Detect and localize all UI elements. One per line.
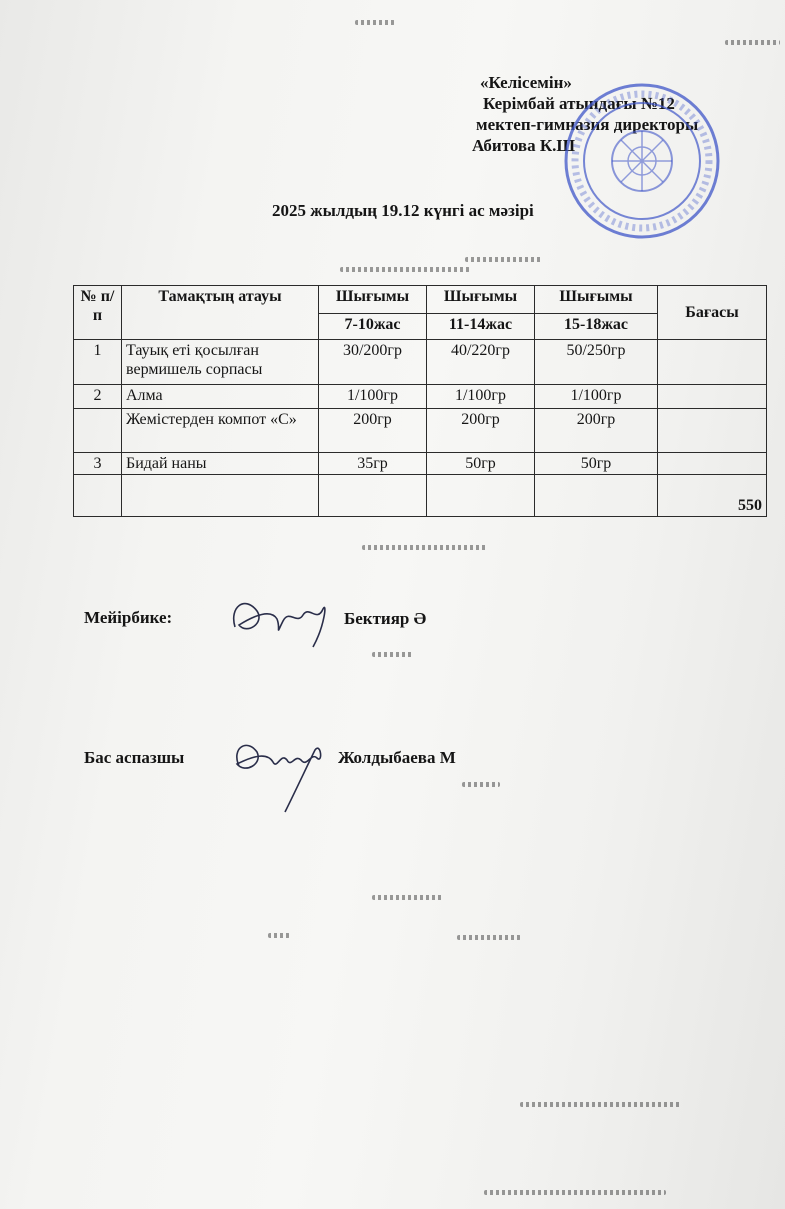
row-dish: Тауық еті қосылған вермишель сорпасы	[122, 340, 319, 385]
table-row	[74, 385, 767, 409]
header-age-2: 11-14жас	[427, 314, 535, 340]
row-num: 2	[74, 385, 122, 409]
row-portion-2: 200гр	[427, 409, 535, 453]
row-num	[74, 475, 122, 517]
row-price	[658, 453, 767, 475]
print-artifact	[725, 40, 780, 45]
nurse-signature	[225, 585, 340, 655]
approval-line-3: мектеп-гимназия директоры	[476, 115, 699, 134]
row-portion-1: 1/100гр	[319, 385, 427, 409]
head-cook-name: Жолдыбаева М	[338, 748, 456, 767]
table-row	[74, 453, 767, 475]
menu-title: 2025 жылдың 19.12 күнгі ас мәзірі	[272, 201, 534, 220]
nurse-name: Бектияр Ә	[344, 609, 427, 628]
print-artifact	[520, 1102, 682, 1107]
print-artifact	[484, 1190, 666, 1195]
row-price	[658, 340, 767, 385]
header-name: Тамақтың атауы	[122, 286, 319, 340]
header-price: Бағасы	[658, 286, 767, 340]
table-row	[74, 340, 767, 385]
row-num: 1	[74, 340, 122, 385]
print-artifact	[268, 933, 290, 938]
menu-table	[73, 285, 767, 517]
header-age-1: 7-10жас	[319, 314, 427, 340]
header-portion-3: Шығымы	[535, 286, 658, 314]
row-num	[74, 409, 122, 453]
total-price: 550	[658, 475, 767, 517]
approval-line-2: Керімбай атындағы №12	[483, 94, 675, 113]
row-num: 3	[74, 453, 122, 475]
head-cook-label: Бас аспазшы	[84, 748, 185, 767]
print-artifact	[465, 257, 543, 262]
row-portion-1	[319, 475, 427, 517]
row-dish	[122, 475, 319, 517]
head-cook-signature	[225, 722, 340, 817]
row-portion-1: 35гр	[319, 453, 427, 475]
print-artifact	[457, 935, 521, 940]
header-num: № п/п	[74, 286, 122, 340]
row-portion-2	[427, 475, 535, 517]
row-portion-3: 1/100гр	[535, 385, 658, 409]
approval-line-4: Абитова К.Ш	[472, 136, 576, 155]
row-portion-3: 50гр	[535, 453, 658, 475]
official-stamp	[563, 82, 721, 240]
print-artifact	[362, 545, 487, 550]
print-artifact	[372, 895, 444, 900]
row-portion-3: 50/250гр	[535, 340, 658, 385]
table-row	[74, 409, 767, 453]
print-artifact	[340, 267, 470, 272]
header-portion-1: Шығымы	[319, 286, 427, 314]
row-dish: Жемістерден компот «С»	[122, 409, 319, 453]
row-price	[658, 409, 767, 453]
nurse-label: Мейірбике:	[84, 608, 173, 627]
row-dish: Алма	[122, 385, 319, 409]
header-age-3: 15-18жас	[535, 314, 658, 340]
row-dish: Бидай наны	[122, 453, 319, 475]
row-portion-3: 200гр	[535, 409, 658, 453]
row-portion-2: 40/220гр	[427, 340, 535, 385]
print-artifact	[372, 652, 414, 657]
row-portion-1: 200гр	[319, 409, 427, 453]
print-artifact	[355, 20, 395, 25]
row-portion-2: 50гр	[427, 453, 535, 475]
row-portion-2: 1/100гр	[427, 385, 535, 409]
table-row	[74, 475, 767, 517]
print-artifact	[462, 782, 500, 787]
row-portion-1: 30/200гр	[319, 340, 427, 385]
header-portion-2: Шығымы	[427, 286, 535, 314]
approval-line-1: «Келісемін»	[480, 73, 572, 92]
row-portion-3	[535, 475, 658, 517]
row-price	[658, 385, 767, 409]
